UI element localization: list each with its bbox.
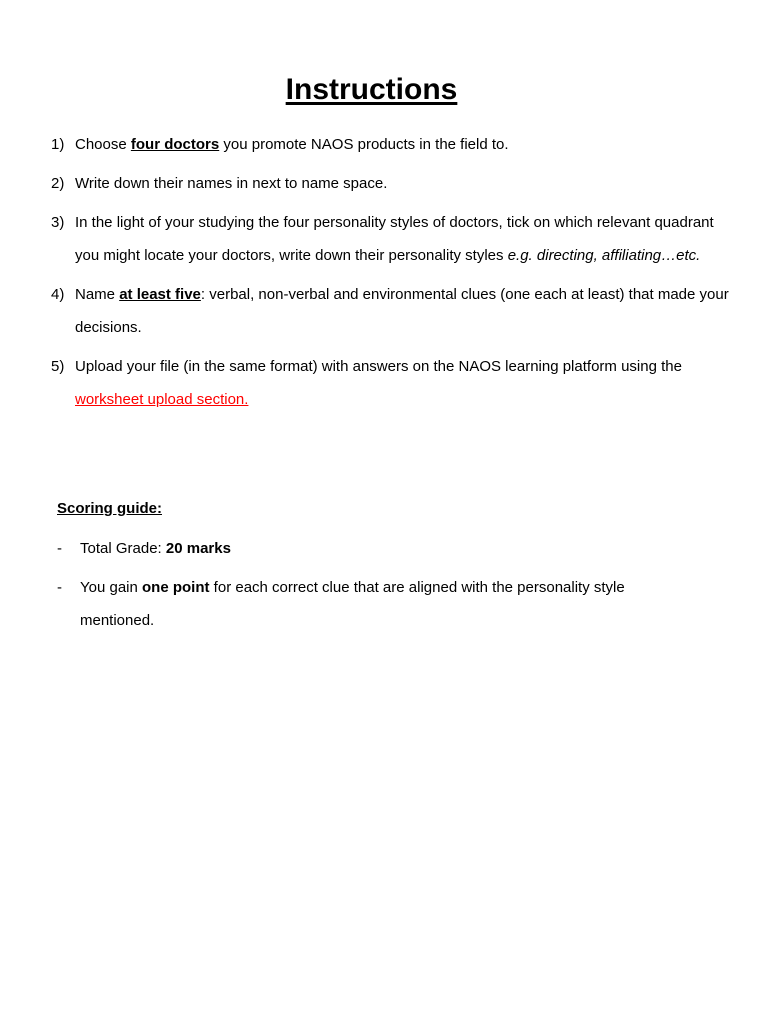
item-number: 4) (51, 286, 65, 303)
instructions-list (51, 128, 741, 422)
instruction-item-5 (51, 350, 741, 416)
scoring-emphasis: 20 marks (165, 540, 231, 557)
scoring-text: for each correct clue that are aligned with the personality style mentioned. (80, 579, 625, 629)
scoring-item-2 (57, 571, 697, 637)
bullet-dash: - (57, 540, 62, 557)
bullet-dash: - (57, 579, 62, 596)
item-number: 2) (51, 175, 65, 192)
item-number: 1) (51, 136, 65, 153)
item-emphasis: at least five (119, 286, 201, 303)
scoring-text: Total Grade: (80, 540, 166, 557)
item-text: Upload your file (in the same format) with answers on the NAOS learning platform using the (75, 358, 682, 375)
item-example: e.g. directing, affiliating…etc. (507, 247, 701, 264)
item-emphasis: four doctors (130, 136, 220, 153)
item-text: Write down their names in next to name space. (75, 175, 388, 192)
item-text: you promote NAOS products in the field to. (219, 136, 509, 153)
worksheet-upload-link[interactable]: worksheet upload section. (75, 391, 249, 408)
item-text: Choose (75, 136, 131, 153)
scoring-list (57, 532, 697, 643)
item-number: 5) (51, 358, 65, 375)
instruction-item-2 (51, 167, 741, 200)
item-text: In the light of your studying the four personality styles of doctors, tick on which relevant quadrant you might locate your doctors, write down their personality styles (75, 214, 714, 264)
page-title: Instructions (285, 73, 458, 106)
item-number: 3) (51, 214, 65, 231)
item-text: : verbal, non-verbal and environmental clues (one each at least) that made your decisions. (75, 286, 729, 336)
scoring-guide-heading: Scoring guide: (57, 500, 162, 517)
scoring-item-1 (57, 532, 697, 565)
instruction-item-3 (51, 206, 741, 272)
scoring-emphasis: one point (142, 579, 210, 596)
scoring-text: You gain (80, 579, 143, 596)
item-text: Name (75, 286, 120, 303)
instruction-item-4 (51, 278, 741, 344)
instruction-item-1 (51, 128, 741, 161)
